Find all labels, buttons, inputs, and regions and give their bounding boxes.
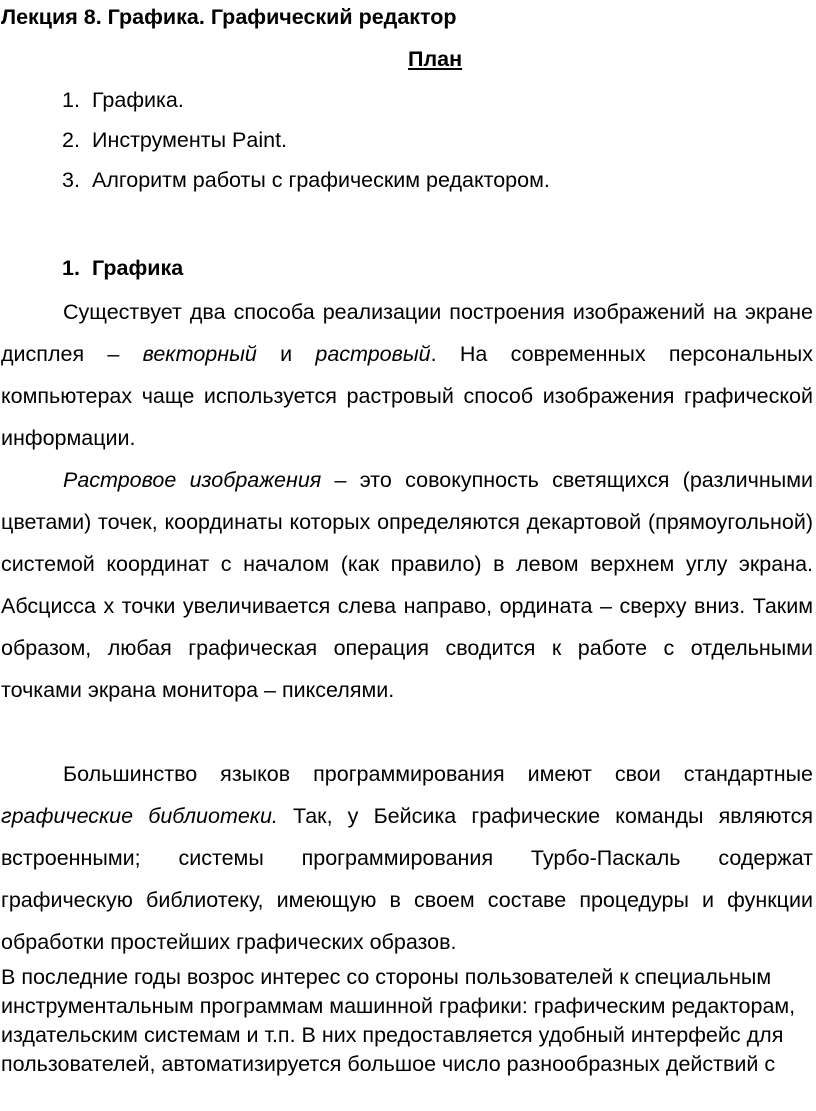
plan-item-number: 3. [62,168,80,192]
plan-item-text: Инструменты Paint. [92,128,288,152]
paragraph-text: Существует два способа реализации построения изображений на экране дисплея – [1,300,813,366]
plan-heading: План [408,47,463,71]
paragraph-text: – это совокупность светящихся (различными цветами) точек, координаты которых определяются декартовой (прямоугольной) системой координат с началом (как правило) в левом верхнем углу экрана. Абсцисса x точки увеличивается слева направо, ордината – сверху вниз. Таким образом, любая графическая операция сводится к работе с отдельными точками экрана монитора – пикселями. [1,468,814,702]
paragraph-vector-raster [1,291,813,459]
emphasis-term: векторный [142,342,257,366]
section-heading [0,253,300,283]
plan-item-number: 2. [62,128,80,152]
emphasis-term: растровый [315,342,431,366]
plan-item-number: 1. [62,88,80,112]
section-number: 1. [62,256,80,280]
lecture-title: Лекция 8. Графика. Графический редактор [1,5,457,29]
section-title: Графика [92,256,184,280]
paragraph-text: Так, у Бейсика графические команды являются встроенными; системы программирования Турбо-Паскаль содержат графическую библиотеку, имеющую в своем составе процедуры и функции обработки простейших графических образов. [1,804,813,954]
paragraph-raster-definition [1,459,813,711]
plan-item-text: Алгоритм работы с графическим редактором. [92,168,550,192]
paragraph-text: . На современных персональных компьютерах чаще используется растровый способ изображения графической информации. [1,342,813,450]
paragraph-graphics-libraries [1,753,813,963]
paragraph-text: Большинство языков программирования имеют свои стандартные [63,762,813,786]
emphasis-term: Растровое изображения [63,468,322,492]
plan-item-text: Графика. [92,88,184,112]
emphasis-term: графические библиотеки. [1,804,278,828]
paragraph-text: и [256,342,316,366]
paragraph-graphic-editors: В последние годы возрос интерес со стороны пользователей к специальным инструментальным программам машинной графики: графическим редакторам, издательским системам и т.п. В них предоставляется удобный интерфейс для пользователей, автоматизируется большое число разнообразных действий с [1,965,796,1076]
